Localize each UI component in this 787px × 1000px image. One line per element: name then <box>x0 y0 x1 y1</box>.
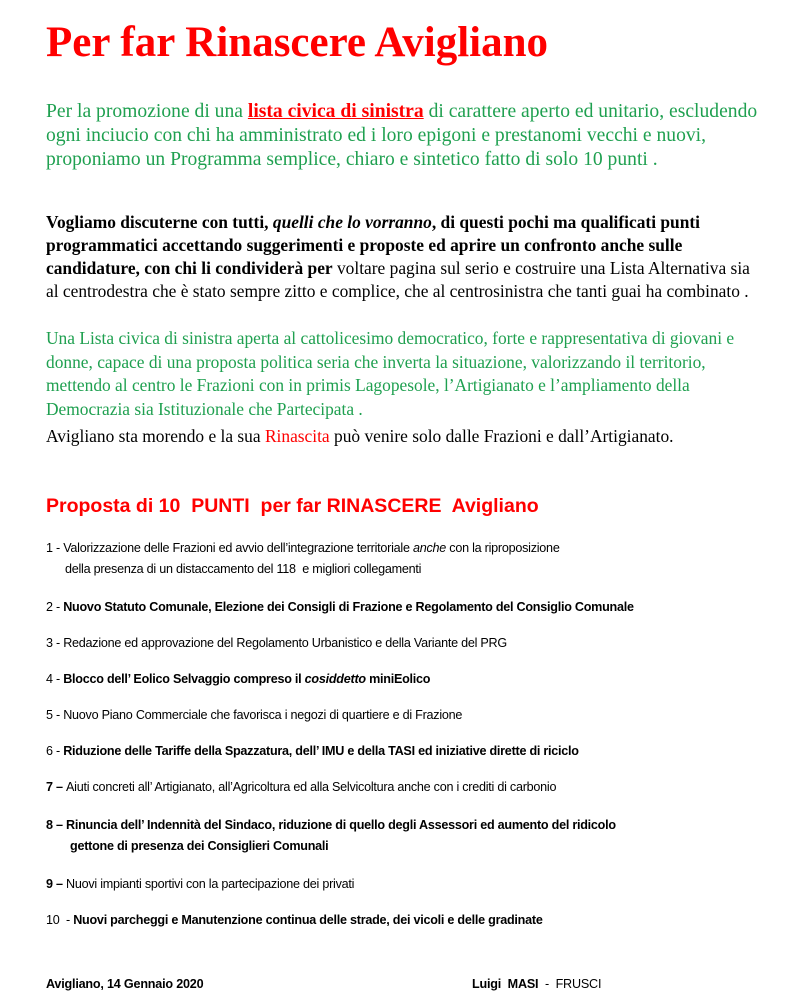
point-continuation: della presenza di un distaccamento del 118 e migliori collegamenti <box>65 562 422 576</box>
point-text-2: con la riproposizione <box>446 541 560 555</box>
point-item-9 <box>46 874 354 895</box>
point-number: 6 - <box>46 744 64 758</box>
discussion-bold-2: , di questi pochi ma qualificati punti programmatici accettando suggerimenti e proposte ed aprire un confronto anche sulle candidature, con chi li condividerà per <box>46 212 701 278</box>
point-number: 1 - <box>46 541 64 555</box>
closing-paragraph <box>46 425 786 448</box>
point-item-10 <box>46 910 543 931</box>
discussion-italic: quelli che lo vorranno <box>272 212 432 232</box>
point-text-bold: Nuovi parcheggi e Manutenzione continua delle strade, dei vicoli e delle gradinate <box>73 913 543 927</box>
signature-suffix: FRUSCI <box>555 977 602 991</box>
point-item-2 <box>46 597 634 618</box>
intro-highlight: lista civica di sinistra <box>247 101 424 122</box>
point-text: Nuovi impianti sportivi con la partecipazione dei privati <box>66 877 355 891</box>
document-title: Per far Rinascere Avigliano <box>46 19 548 66</box>
point-item-3 <box>46 633 507 654</box>
point-text-bold: Riduzione delle Tariffe della Spazzatura, dell’ IMU e della TASI ed iniziative dirette di riciclo <box>63 744 579 758</box>
discussion-bold-1: Vogliamo discuterne con tutti, <box>46 212 273 232</box>
point-number: 4 - <box>46 672 64 686</box>
intro-text-before: Per la promozione di una <box>46 101 248 122</box>
point-text: Aiuti concreti all’ Artigianato, all’Agricoltura ed alla Selvicoltura anche con i crediti di carbonio <box>66 780 557 794</box>
point-number: 8 – <box>46 818 67 832</box>
intro-text-after: di carattere aperto ed unitario, escludendo ogni inciucio con chi ha amministrato ed i loro epigoni e prestanomi vecchi e nuovi, proponiamo un Programma semplice, chiaro e sintetico fatto di solo 10 punti . <box>46 101 758 170</box>
closing-rinascita: Rinascita <box>264 426 330 446</box>
signature-name: Luigi MASI <box>472 977 539 991</box>
point-item-6 <box>46 741 579 762</box>
point-text-bold: Blocco dell’ Eolico Selvaggio compreso il <box>63 672 305 686</box>
point-text-bold: Nuovo Statuto Comunale, Elezione dei Consigli di Frazione e Regolamento del Consiglio Comunale <box>63 600 634 614</box>
point-item-1 <box>46 538 560 580</box>
discussion-regular: voltare pagina sul serio e costruire una Lista Alternativa sia al centrodestra che è stato sempre zitto e complice, che al centrosinistra che tanti guai ha combinato . <box>46 258 750 301</box>
point-text: Nuovo Piano Commerciale che favorisca i negozi di quartiere e di Frazione <box>63 708 463 722</box>
point-item-7 <box>46 777 556 798</box>
point-text-bold-2: miniEolico <box>365 672 431 686</box>
point-italic: anche <box>412 541 447 555</box>
point-number: 2 - <box>46 600 64 614</box>
discussion-paragraph <box>46 211 766 303</box>
intro-paragraph <box>46 100 766 172</box>
point-text: Valorizzazione delle Frazioni ed avvio dell’integrazione territoriale <box>63 541 413 555</box>
point-number: 10 - <box>46 913 74 927</box>
civic-list-paragraph: Una Lista civica di sinistra aperta al cattolicesimo democratico, forte e rappresentativa di giovani e donne, capace di una proposta politica seria che inverta la situazione, valorizzando il territorio, mettendo al centro le Frazioni con in primis Lagopesole, l’Artigianato e l’ampliamento della Democrazia sia Istituzionale che Partecipata . <box>46 328 735 419</box>
place-date: Avigliano, 14 Gennaio 2020 <box>46 977 204 991</box>
closing-before: Avigliano sta morendo e la sua <box>46 426 265 446</box>
point-item-5 <box>46 705 462 726</box>
point-continuation: gettone di presenza dei Consiglieri Comunali <box>70 839 329 853</box>
point-text-bold-italic: cosiddetto <box>304 672 366 686</box>
point-item-4 <box>46 669 430 690</box>
footer-place-date <box>46 977 203 991</box>
points-heading: Proposta di 10 PUNTI per far RINASCERE Avigliano <box>46 495 539 517</box>
point-number: 5 - <box>46 708 64 722</box>
point-item-8 <box>46 815 616 857</box>
signature-separator: - <box>538 977 556 991</box>
point-text: Redazione ed approvazione del Regolamento Urbanistico e della Variante del PRG <box>63 636 507 650</box>
point-number: 7 – <box>46 780 67 794</box>
point-number: 3 - <box>46 636 64 650</box>
closing-after: può venire solo dalle Frazioni e dall’Artigianato. <box>329 426 674 446</box>
footer-signature <box>472 977 601 991</box>
point-text-bold: Rinuncia dell’ Indennità del Sindaco, riduzione di quello degli Assessori ed aumento del ridicolo <box>66 818 616 832</box>
point-number: 9 – <box>46 877 67 891</box>
